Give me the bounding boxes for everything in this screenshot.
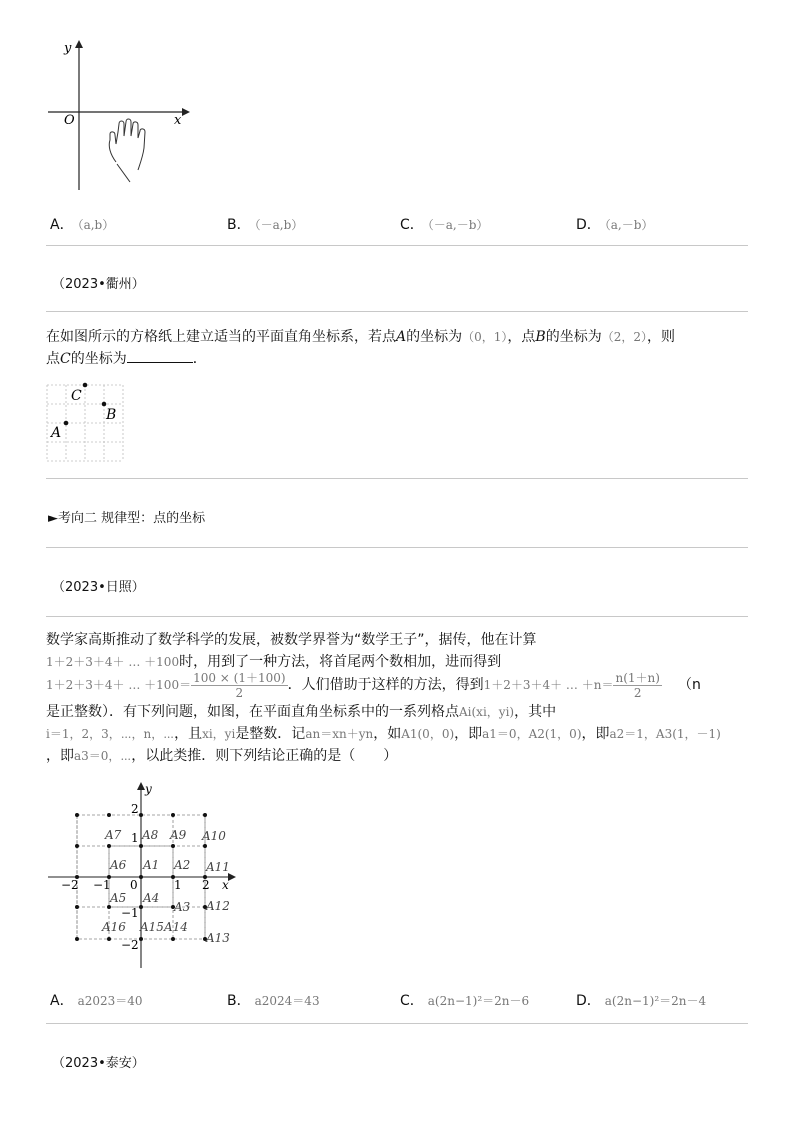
- point-label: A10: [202, 829, 226, 843]
- option-math: a(2n−1)²＝2n－6: [427, 994, 530, 1008]
- q2-text-line1: 在如图所示的方格纸上建立适当的平面直角坐标系，若点A的坐标为（0，1），点B的坐标为（2，2），则: [46, 329, 675, 345]
- q2-source: （2023•衢州）: [52, 277, 145, 292]
- divider: [46, 616, 748, 617]
- q4-source: （2023•泰安）: [52, 1056, 145, 1071]
- tick-y-2: 2: [131, 802, 139, 816]
- answer-blank[interactable]: [127, 350, 193, 363]
- point-label: A12: [206, 899, 230, 913]
- point-label: A6: [110, 858, 127, 872]
- divider: [46, 547, 748, 548]
- option-letter: C．: [400, 217, 424, 233]
- option-math: a2024＝43: [254, 994, 320, 1008]
- q3-option-d[interactable]: [576, 990, 706, 1010]
- point-label: A13: [206, 931, 230, 945]
- section-heading: ►考向二 规律型：点的坐标: [48, 511, 206, 526]
- point-a-label: A: [51, 425, 62, 441]
- point-c-label: C: [71, 388, 82, 404]
- tick-y-1: 1: [131, 831, 139, 845]
- tick-x-1: 1: [174, 878, 182, 892]
- point-label: A7: [105, 828, 122, 842]
- point-b-label: B: [106, 407, 117, 423]
- q3-source: （2023•日照）: [52, 580, 145, 595]
- q3-option-c[interactable]: [400, 990, 529, 1010]
- q2-grid-figure: [44, 382, 128, 466]
- tick-y-neg1: −1: [121, 906, 139, 920]
- q3-line5: i＝1，2，3，⋯，n，⋯，且xi，yi是整数．记an＝xn＋yn，如A1(0，0)，即a1＝0，A2(1，0)，即a2＝1，A3(1，－1): [46, 726, 721, 742]
- option-letter: D．: [576, 993, 601, 1009]
- option-math: a2023＝40: [77, 994, 143, 1008]
- point-label: A15: [140, 920, 164, 934]
- q3-line2: 1＋2＋3＋4＋ … ＋100时，用到了一种方法，将首尾两个数相加，进而得到: [46, 654, 502, 670]
- q3-line1: 数学家高斯推动了数学科学的发展，被数学界誉为“数学王子”，据传，他在计算: [46, 632, 537, 648]
- divider: [46, 311, 748, 312]
- x-axis-label: x: [174, 113, 182, 128]
- option-math: a(2n−1)²＝2n－4: [604, 994, 707, 1008]
- point-label: A5: [110, 891, 127, 905]
- option-letter: D．: [576, 217, 601, 233]
- option-math: （a,b）: [77, 218, 115, 232]
- point-label: A3: [174, 900, 191, 914]
- tick-x-neg1: −1: [93, 878, 111, 892]
- q3-line3: 1＋2＋3＋4＋ … ＋100＝ $\frac{100 \times (1+100)}{2}$ ．人们借助于这样的方法，得到1＋2＋3＋4＋ … ＋n＝ $\frac{n(1+n)}{2}$ （n: [46, 670, 701, 700]
- option-math: （－a,－b）: [427, 218, 489, 232]
- tick-y-neg2: −2: [121, 938, 139, 952]
- option-letter: C．: [400, 993, 424, 1009]
- option-letter: A．: [50, 993, 74, 1009]
- q3-line6: ，即a3＝0，⋯，以此类推．则下列结论正确的是（ ）: [46, 748, 398, 764]
- y-axis-label: y: [145, 782, 152, 796]
- arrow-icon: ►: [48, 511, 58, 526]
- q3-lattice-figure: [44, 780, 240, 974]
- point-label: A14: [164, 920, 188, 934]
- point-label: A8: [142, 828, 159, 842]
- option-letter: B．: [227, 993, 251, 1009]
- q1-option-d[interactable]: [576, 214, 653, 234]
- y-axis-label: y: [64, 41, 72, 56]
- origin-label: 0: [130, 878, 138, 892]
- point-label: A9: [170, 828, 187, 842]
- q1-option-b[interactable]: [227, 214, 303, 234]
- hand-axes-figure: [44, 36, 194, 196]
- q3-option-b[interactable]: [227, 990, 320, 1010]
- option-math: （a,－b）: [604, 218, 654, 232]
- point-label: A16: [102, 920, 126, 934]
- tick-x-neg2: −2: [61, 878, 79, 892]
- q1-option-a[interactable]: [50, 214, 114, 234]
- hand-icon: [109, 119, 145, 182]
- x-axis-label: x: [222, 878, 229, 892]
- q1-option-c[interactable]: [400, 214, 488, 234]
- q3-option-a[interactable]: [50, 990, 143, 1010]
- tick-x-2: 2: [202, 878, 210, 892]
- point-label: A4: [143, 891, 160, 905]
- point-label: A11: [206, 860, 230, 874]
- option-letter: A．: [50, 217, 74, 233]
- q3-line4: 是正整数）．有下列问题，如图，在平面直角坐标系中的一系列格点Ai(xi，yi)，其中: [46, 704, 557, 720]
- option-math: （－a,b）: [254, 218, 304, 232]
- point-label: A1: [143, 858, 160, 872]
- point-label: A2: [174, 858, 191, 872]
- divider: [46, 478, 748, 479]
- option-letter: B．: [227, 217, 251, 233]
- divider: [46, 1023, 748, 1024]
- q2-text-line2: 点C的坐标为 ．: [46, 351, 207, 367]
- origin-label: O: [64, 113, 75, 128]
- divider: [46, 245, 748, 246]
